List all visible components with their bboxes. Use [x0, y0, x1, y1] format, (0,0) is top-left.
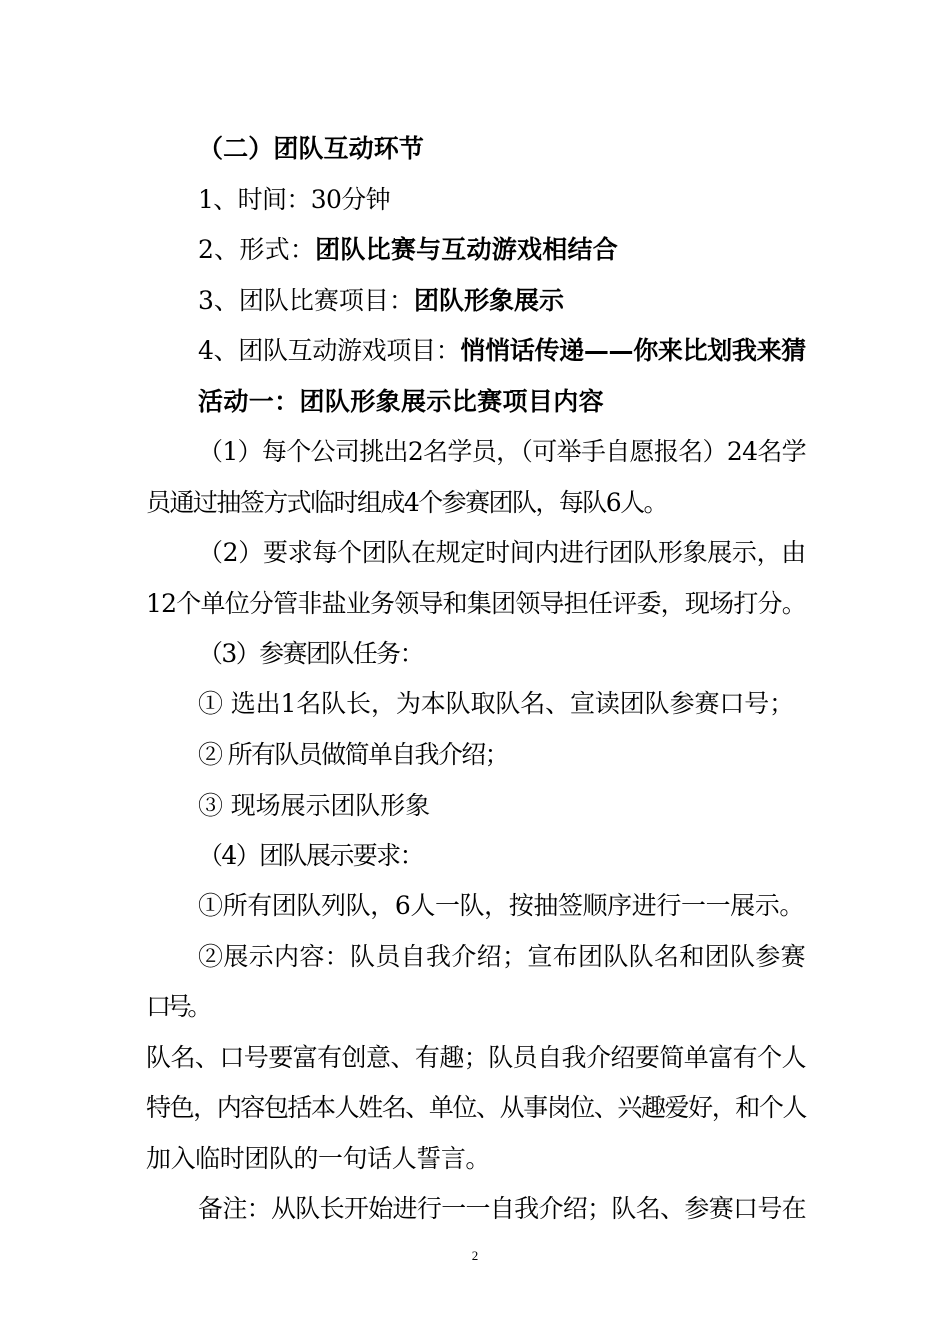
text-line-para-3-heading [198, 637, 423, 671]
text-line-note-line-3 [146, 1142, 490, 1176]
text-line-item-2 [198, 233, 618, 267]
text-segment: （二）团队互动环节 [198, 134, 424, 163]
text-segment: 备注：从队长开始进行一一自我介绍；队名、参赛口号在 [198, 1194, 806, 1223]
text-line-note-line-1 [146, 1041, 806, 1075]
text-line-item-3 [198, 284, 564, 318]
text-segment: （2）要求每个团队在规定时间内进行团队形象展示，由 [198, 538, 806, 567]
text-line-note-line-2 [146, 1091, 806, 1125]
text-segment: 加入临时团队的一句话人誓言。 [146, 1144, 490, 1173]
text-line-para-1-line-1 [198, 435, 806, 469]
text-segment: （1）每个公司挑出2名学员，（可举手自愿报名）24名学 [198, 437, 806, 466]
text-segment: 队名、口号要富有创意、有趣；队员自我介绍要简单富有个人 [146, 1043, 806, 1072]
text-line-task-2 [198, 738, 508, 772]
text-line-activity-heading [198, 385, 604, 419]
text-segment: （4）团队展示要求： [198, 841, 423, 870]
text-segment: 口号。 [146, 992, 208, 1021]
text-segment: 1、时间：30分钟 [198, 185, 390, 214]
text-segment: ① 选出1名队长，为本队取队名、宣读团队参赛口号； [198, 689, 794, 718]
text-segment: 员通过抽签方式临时组成4个参赛团队，每队6人。 [146, 488, 667, 517]
text-segment: 悄悄话传递——你来比划我来猜 [460, 336, 806, 365]
text-segment: ② 所有队员做简单自我介绍； [198, 740, 508, 769]
text-line-req-2-line-1 [198, 940, 806, 974]
text-segment: 团队比赛与互动游戏相结合 [315, 235, 618, 264]
text-segment: ③ 现场展示团队形象 [198, 791, 430, 820]
text-line-req-1 [198, 889, 804, 923]
text-line-remark-line-1 [198, 1192, 806, 1226]
text-segment: 4、团队互动游戏项目： [198, 336, 461, 365]
text-line-item-1 [198, 183, 390, 217]
text-segment: 团队形象展示 [413, 286, 564, 315]
text-line-para-4-heading [198, 839, 423, 873]
text-segment: ①所有团队列队，6人一队，按抽签顺序进行一一展示。 [198, 891, 804, 920]
text-segment: 活动一：团队形象展示比赛项目内容 [198, 387, 604, 416]
page-number: 2 [471, 1248, 479, 1263]
text-line-para-2-line-1 [198, 536, 806, 570]
text-segment: 12个单位分管非盐业务领导和集团领导担任评委，现场打分。 [146, 589, 806, 618]
text-segment: 特色，内容包括本人姓名、单位、从事岗位、兴趣爱好，和个人 [146, 1093, 806, 1122]
text-line-para-1-line-2 [146, 486, 667, 520]
text-segment: ②展示内容：队员自我介绍；宣布团队队名和团队参赛 [198, 942, 806, 971]
text-line-req-2-line-2 [146, 990, 208, 1024]
text-line-task-3 [198, 789, 430, 823]
text-segment: 3、团队比赛项目： [198, 286, 414, 315]
text-segment: 2、形式： [198, 235, 316, 264]
text-segment: （3）参赛团队任务： [198, 639, 423, 668]
text-line-item-4 [198, 334, 806, 368]
text-line-para-2-line-2 [146, 587, 806, 621]
text-line-task-1 [198, 687, 794, 721]
text-line-section-heading [198, 132, 424, 166]
